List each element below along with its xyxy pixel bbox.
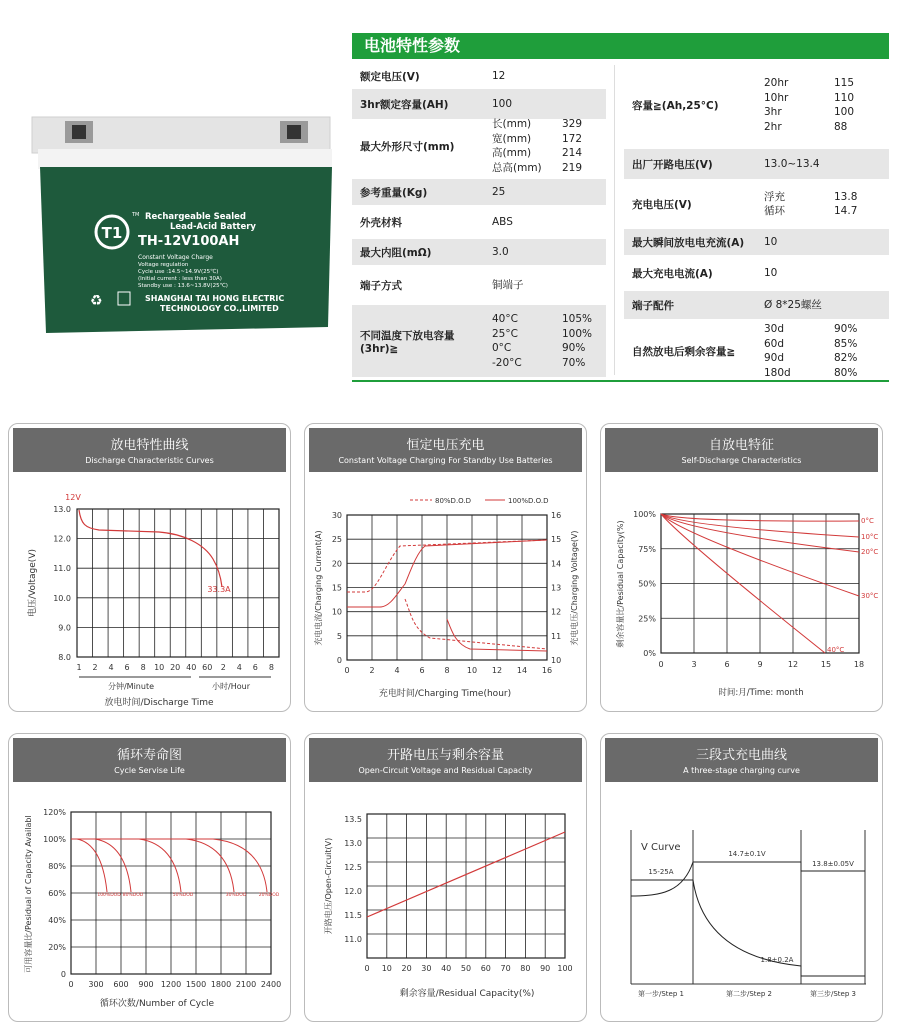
ocv-xtick: 20 bbox=[401, 964, 412, 973]
spec-value-label: Ø 8*25螺丝 bbox=[764, 298, 822, 311]
cycle-dod-label: 30%DOD bbox=[225, 893, 247, 898]
spec-row bbox=[624, 149, 889, 179]
discharge-subtitle: Discharge Characteristic Curves bbox=[85, 456, 214, 465]
cycle-curve bbox=[71, 839, 234, 892]
spec-value-label: 总高(mm) bbox=[492, 161, 542, 174]
spec-value bbox=[492, 69, 606, 84]
spec-value-label: 180d bbox=[764, 366, 791, 379]
ocv-ytick: 12.5 bbox=[344, 863, 362, 872]
cv-ytick-left: 15 bbox=[331, 583, 342, 593]
spec-value-number: 80% bbox=[834, 366, 858, 379]
spec-key: 端子方式 bbox=[360, 279, 402, 292]
self-xtick: 6 bbox=[724, 660, 730, 669]
discharge-ylabel: 电压/Voltage(V) bbox=[28, 549, 38, 617]
spec-value-number: 100% bbox=[562, 327, 593, 340]
ocv-ytick: 13.0 bbox=[344, 839, 362, 848]
battery-tm: TM bbox=[132, 212, 140, 218]
spec-key: 外壳材料 bbox=[360, 216, 402, 229]
ocv-xlabel: 剩余容量/Residual Capacity(%) bbox=[399, 989, 535, 999]
spec-value-label: 20hr bbox=[764, 77, 789, 89]
spec-value-label: 3hr bbox=[764, 106, 782, 118]
spec-value-label: 循环 bbox=[764, 205, 785, 217]
spec-key: 端子配件 bbox=[632, 299, 674, 312]
spec-value-label: 10 bbox=[764, 266, 778, 279]
spec-value bbox=[492, 185, 606, 200]
discharge-xtick: 8 bbox=[268, 663, 274, 672]
cv-ytick-right: 12 bbox=[551, 607, 562, 617]
spec-value-number: 13.8 bbox=[834, 190, 858, 203]
self-subtitle: Self-Discharge Characteristics bbox=[681, 456, 802, 465]
spec-key: 出厂开路电压(V) bbox=[632, 158, 713, 171]
spec-value-label: 25 bbox=[492, 185, 506, 198]
self-card bbox=[600, 423, 883, 712]
spec-value-number: 85% bbox=[834, 337, 858, 350]
discharge-xtick: 10 bbox=[154, 663, 165, 672]
three-step1: 第一步/Step 1 bbox=[638, 990, 684, 998]
spec-key: 最大充电电流(A) bbox=[632, 267, 713, 280]
battery-brand-line1: Rechargeable Sealed bbox=[145, 212, 247, 222]
battery-logo: T1 bbox=[101, 224, 123, 242]
spec-key: 最大内阻(mΩ) bbox=[360, 246, 432, 259]
spec-value-number: 115 bbox=[834, 77, 855, 89]
ocv-subtitle: Open-Circuit Voltage and Residual Capacity bbox=[358, 766, 533, 775]
three-v1: 14.7±0.1V bbox=[728, 850, 766, 858]
self-temp-label: 0°C bbox=[861, 517, 874, 525]
spec-key: 最大外形尺寸(mm) bbox=[360, 140, 455, 153]
spec-value-label: 铜端子 bbox=[492, 278, 524, 291]
ocv-xtick: 0 bbox=[364, 964, 370, 973]
cv-ylabel-left: 充电电流/Charging Current(A) bbox=[314, 530, 323, 646]
cv-ytick-right: 11 bbox=[551, 631, 562, 641]
spec-value bbox=[764, 266, 889, 281]
cv-xtick: 16 bbox=[541, 666, 553, 675]
spec-value-label: 3.0 bbox=[492, 245, 509, 258]
cv-card bbox=[304, 423, 587, 712]
cv-ytick-left: 10 bbox=[331, 607, 342, 617]
cv-xtick: 0 bbox=[344, 666, 350, 675]
discharge-ytick: 8.0 bbox=[58, 653, 71, 662]
spec-row bbox=[624, 65, 889, 145]
battery-spec-title: Constant Voltage Charge bbox=[138, 254, 213, 261]
spec-row bbox=[624, 291, 889, 319]
ocv-xtick: 60 bbox=[480, 964, 491, 973]
spec-value bbox=[764, 157, 889, 172]
spec-row bbox=[624, 259, 889, 287]
ocv-ylabel: 开路电压/Open-Circuit(V) bbox=[324, 837, 333, 935]
ocv-ytick: 11.0 bbox=[344, 935, 362, 944]
cv-legend1: 80%D.O.D bbox=[435, 497, 472, 505]
spec-value-label: 10 bbox=[764, 235, 778, 248]
spec-value-number: 214 bbox=[562, 147, 583, 159]
battery-brand-line2: Lead-Acid Battery bbox=[170, 222, 256, 232]
three-step2: 第二步/Step 2 bbox=[726, 990, 772, 998]
cv-ytick-right: 16 bbox=[551, 511, 562, 520]
spec-key: 参考重量(Kg) bbox=[360, 186, 428, 199]
self-xtick: 18 bbox=[853, 660, 865, 669]
self-temp-label: 10°C bbox=[861, 533, 879, 541]
spec-key: 额定电压(V) bbox=[360, 70, 420, 83]
cycle-ylabel: 可用容量比/Pesidual of Capacity Availabl bbox=[24, 815, 33, 973]
spec-value-number: 110 bbox=[834, 91, 855, 104]
cv-xtick: 4 bbox=[394, 666, 400, 675]
cv-subtitle: Constant Voltage Charging For Standby Use Batteries bbox=[338, 456, 553, 465]
spec-value bbox=[492, 312, 606, 370]
battery-spec-l3: (Initial current : less than 30A) bbox=[138, 276, 222, 282]
recycle-icon: ♻ bbox=[90, 293, 103, 309]
cycle-dod-label: 20%DOD bbox=[258, 893, 280, 898]
cv-xtick: 10 bbox=[466, 666, 478, 675]
cycle-dod-label: 80%DOD bbox=[122, 893, 144, 898]
spec-value-number: 100 bbox=[834, 106, 855, 118]
spec-value-label: -20°C bbox=[492, 356, 522, 369]
discharge-xtick: 6 bbox=[124, 663, 130, 672]
spec-value-label: 13.0~13.4 bbox=[764, 157, 820, 170]
cv-chart bbox=[305, 424, 588, 713]
ocv-xtick: 30 bbox=[421, 964, 432, 973]
spec-row bbox=[624, 183, 889, 225]
cycle-ytick: 40% bbox=[48, 916, 66, 925]
ocv-xtick: 70 bbox=[500, 964, 511, 973]
cycle-card bbox=[8, 733, 291, 1022]
spec-value bbox=[492, 215, 606, 230]
spec-value-label: 高(mm) bbox=[492, 147, 532, 159]
cv-ylabel-right: 充电电压/Charging Voltage(V) bbox=[570, 530, 579, 646]
cycle-xtick: 1200 bbox=[160, 980, 182, 989]
spec-row bbox=[352, 89, 606, 119]
ocv-ytick: 13.5 bbox=[344, 815, 362, 824]
ocv-xtick: 50 bbox=[460, 964, 472, 973]
ocv-ytick: 12.0 bbox=[344, 887, 362, 896]
self-ytick: 0% bbox=[643, 649, 656, 658]
spec-value-label: 0°C bbox=[492, 342, 512, 354]
discharge-xtick: 4 bbox=[108, 663, 114, 672]
cycle-ytick: 120% bbox=[43, 808, 66, 817]
discharge-xtick: 20 bbox=[170, 663, 181, 672]
spec-value bbox=[492, 97, 606, 112]
spec-row bbox=[624, 323, 889, 379]
spec-value-label: 90d bbox=[764, 352, 785, 364]
spec-key: 自然放电后剩余容量≧ bbox=[632, 345, 736, 358]
cycle-ytick: 80% bbox=[48, 862, 66, 871]
spec-key: 容量≧(Ah,25°C) bbox=[632, 99, 719, 112]
cycle-curve bbox=[71, 839, 267, 892]
ocv-chart bbox=[305, 734, 588, 1023]
spec-value-label: ABS bbox=[492, 215, 513, 228]
ocv-xtick: 10 bbox=[381, 964, 392, 973]
spec-key: 最大瞬间放电电充流(A) bbox=[632, 236, 745, 249]
spec-separator bbox=[614, 65, 615, 375]
spec-value-label: 12 bbox=[492, 69, 506, 82]
discharge-ytick: 11.0 bbox=[53, 564, 71, 574]
three-a1: 15-25A bbox=[648, 868, 674, 876]
cv-ytick-right: 10 bbox=[551, 656, 562, 665]
cycle-title: 循环寿命图 bbox=[116, 748, 182, 763]
discharge-xtick: 6 bbox=[252, 663, 258, 672]
self-xtick: 9 bbox=[757, 660, 763, 669]
cv-xtick: 2 bbox=[369, 666, 375, 675]
self-xlabel: 时间:月/Time: month bbox=[718, 688, 804, 698]
spec-value-label: 40°C bbox=[492, 313, 518, 325]
discharge-xtick: 2 bbox=[220, 663, 226, 672]
discharge-min-label: 分钟/Minute bbox=[107, 682, 155, 691]
cv-ytick-left: 30 bbox=[331, 511, 342, 520]
cycle-xtick: 1500 bbox=[185, 980, 207, 989]
discharge-frame bbox=[77, 509, 279, 657]
cycle-ytick: 60% bbox=[48, 889, 66, 898]
three-a2: 1.8±0.2A bbox=[760, 956, 794, 964]
self-xtick: 0 bbox=[658, 660, 664, 669]
spec-table bbox=[352, 33, 889, 382]
battery-spec-l4: Standby use : 13.6~13.8V(25℃) bbox=[138, 283, 228, 289]
cycle-xtick: 600 bbox=[113, 980, 129, 989]
cycle-xtick: 900 bbox=[138, 980, 154, 989]
spec-value-label: 长(mm) bbox=[492, 118, 532, 130]
cycle-subtitle: Cycle Servise Life bbox=[114, 766, 185, 775]
discharge-hour-label: 小时/Hour bbox=[212, 682, 250, 691]
spec-row bbox=[352, 119, 606, 173]
ocv-xtick: 80 bbox=[520, 964, 531, 973]
cycle-ytick: 20% bbox=[48, 943, 66, 952]
spec-value bbox=[764, 322, 889, 380]
discharge-xtick: 60 bbox=[202, 663, 213, 672]
cv-ytick-left: 25 bbox=[331, 535, 342, 545]
self-ytick: 75% bbox=[638, 544, 656, 554]
ocv-ytick: 11.5 bbox=[344, 911, 362, 920]
discharge-card bbox=[8, 423, 291, 712]
self-xtick: 12 bbox=[787, 660, 799, 669]
three-title: 三段式充电曲线 bbox=[695, 748, 787, 763]
cycle-dod-label: 50%DOD bbox=[172, 893, 194, 898]
spec-value-label: 25°C bbox=[492, 327, 518, 340]
spec-value-label: 宽(mm) bbox=[492, 132, 532, 145]
cycle-curve bbox=[71, 839, 131, 892]
ocv-title: 开路电压与剩余容量 bbox=[386, 748, 504, 763]
spec-value-label: 60d bbox=[764, 337, 785, 350]
discharge-ytick: 12.0 bbox=[53, 534, 71, 544]
self-ylabel: 剩余容量比/Pesidual Capacity(%) bbox=[616, 520, 625, 648]
discharge-title: 放电特性曲线 bbox=[110, 438, 189, 453]
spec-value-label: 100 bbox=[492, 97, 513, 110]
discharge-annot-a: 33.3A bbox=[207, 585, 231, 594]
cv-ytick-right: 14 bbox=[551, 559, 562, 569]
cycle-xlabel: 循环次数/Number of Cycle bbox=[99, 999, 215, 1009]
battery-spec-l2: Cycle use :14.5~14.9V(25℃) bbox=[138, 269, 219, 275]
cycle-curve bbox=[71, 839, 107, 892]
three-step3: 第三步/Step 3 bbox=[810, 990, 856, 998]
spec-row bbox=[352, 65, 606, 87]
spec-value-number: 172 bbox=[562, 132, 583, 145]
battery-maker2: TECHNOLOGY CO.,LIMITED bbox=[160, 304, 279, 313]
self-ytick: 50% bbox=[638, 579, 656, 589]
cycle-xtick: 1800 bbox=[210, 980, 232, 989]
cycle-xtick: 2400 bbox=[260, 980, 282, 989]
spec-row bbox=[352, 271, 606, 299]
ocv-xtick: 100 bbox=[557, 964, 573, 973]
cycle-ytick: 0 bbox=[60, 970, 66, 979]
cv-legend2: 100%D.O.D bbox=[508, 497, 549, 505]
spec-row bbox=[352, 239, 606, 265]
self-ytick: 25% bbox=[638, 614, 656, 624]
spec-value bbox=[764, 76, 889, 134]
discharge-ytick: 10.0 bbox=[53, 593, 71, 603]
spec-key: 3hr额定容量(AH) bbox=[360, 98, 449, 111]
cv-current-80 bbox=[405, 599, 547, 649]
discharge-ytick: 9.0 bbox=[58, 623, 71, 633]
cv-xtick: 14 bbox=[516, 666, 528, 675]
self-temp-label: 20°C bbox=[861, 548, 879, 556]
cv-xtick: 8 bbox=[444, 666, 450, 675]
spec-row bbox=[352, 305, 606, 377]
cycle-ytick: 100% bbox=[43, 835, 66, 844]
cv-xtick: 6 bbox=[419, 666, 425, 675]
battery-maker1: SHANGHAI TAI HONG ELECTRIC bbox=[145, 294, 285, 303]
battery-spec-l1: Voltage regulation bbox=[138, 262, 189, 268]
cv-ytick-left: 20 bbox=[331, 559, 342, 569]
spec-value-number: 88 bbox=[834, 120, 848, 133]
cycle-xtick: 300 bbox=[88, 980, 104, 989]
three-subtitle: A three-stage charging curve bbox=[683, 766, 800, 775]
spec-value-number: 70% bbox=[562, 356, 586, 369]
cv-ytick-left: 5 bbox=[336, 631, 342, 641]
three-v2: 13.8±0.05V bbox=[812, 860, 854, 868]
spec-value-label: 2hr bbox=[764, 120, 782, 133]
spec-value-number: 14.7 bbox=[834, 205, 858, 217]
ocv-card bbox=[304, 733, 587, 1022]
spec-value-number: 90% bbox=[562, 342, 586, 354]
cycle-xtick: 2100 bbox=[235, 980, 257, 989]
self-chart bbox=[601, 424, 884, 713]
cv-ytick-left: 0 bbox=[336, 656, 342, 665]
spec-row bbox=[352, 209, 606, 235]
three-chart bbox=[601, 734, 884, 1023]
discharge-ytick: 13.0 bbox=[53, 505, 71, 514]
cv-ytick-right: 13 bbox=[551, 583, 562, 593]
spec-value bbox=[492, 278, 606, 293]
cv-ytick-right: 15 bbox=[551, 535, 562, 545]
spec-title: 电池特性参数 bbox=[352, 33, 889, 59]
cv-xtick: 12 bbox=[491, 666, 503, 675]
spec-value bbox=[764, 298, 889, 313]
three-card bbox=[600, 733, 883, 1022]
discharge-curve bbox=[79, 510, 222, 587]
discharge-xtick: 8 bbox=[140, 663, 146, 672]
discharge-xtick: 40 bbox=[186, 663, 197, 672]
spec-value bbox=[764, 235, 889, 250]
spec-body bbox=[352, 59, 889, 382]
cycle-xtick: 0 bbox=[68, 980, 74, 989]
spec-value-number: 329 bbox=[562, 118, 583, 130]
spec-value-label: 30d bbox=[764, 323, 785, 335]
three-vcurve: V Curve bbox=[641, 842, 681, 853]
cv-title: 恒定电压充电 bbox=[406, 438, 485, 453]
self-temp-label: 30°C bbox=[861, 592, 879, 600]
discharge-xtick: 1 bbox=[76, 663, 82, 672]
spec-value-label: 10hr bbox=[764, 91, 789, 104]
spec-row bbox=[624, 229, 889, 255]
self-title: 自放电特征 bbox=[708, 438, 774, 453]
discharge-annot-12v: 12V bbox=[65, 493, 81, 502]
spec-row bbox=[352, 179, 606, 205]
spec-value bbox=[764, 190, 889, 219]
discharge-xtick: 2 bbox=[92, 663, 98, 672]
spec-value-label: 浮充 bbox=[764, 190, 785, 203]
self-xtick: 3 bbox=[691, 660, 697, 669]
spec-value-number: 90% bbox=[834, 323, 858, 335]
battery-model: TH-12V100AH bbox=[138, 234, 240, 249]
spec-value-number: 219 bbox=[562, 161, 583, 174]
spec-key: 充电电压(V) bbox=[632, 198, 692, 211]
spec-value-number: 105% bbox=[562, 313, 593, 325]
cycle-curve bbox=[71, 839, 181, 892]
self-ytick: 100% bbox=[633, 510, 656, 519]
cv-xlabel: 充电时间/Charging Time(hour) bbox=[378, 689, 512, 699]
battery-image bbox=[20, 95, 340, 345]
discharge-xtick: 4 bbox=[236, 663, 242, 672]
spec-key: 不同温度下放电容量(3hr)≧ bbox=[360, 329, 455, 355]
spec-value-number: 82% bbox=[834, 352, 858, 364]
ocv-xtick: 90 bbox=[540, 964, 551, 973]
self-xtick: 15 bbox=[820, 660, 832, 669]
cycle-dod-label: 100%DOD bbox=[97, 893, 121, 898]
cycle-chart bbox=[9, 734, 292, 1023]
discharge-chart bbox=[9, 424, 292, 713]
spec-value bbox=[492, 245, 606, 260]
self-temp-label: 40°C bbox=[827, 646, 845, 654]
discharge-xlabel: 放电时间/Discharge Time bbox=[104, 698, 214, 708]
ocv-xtick: 40 bbox=[441, 964, 452, 973]
spec-value bbox=[492, 117, 606, 175]
